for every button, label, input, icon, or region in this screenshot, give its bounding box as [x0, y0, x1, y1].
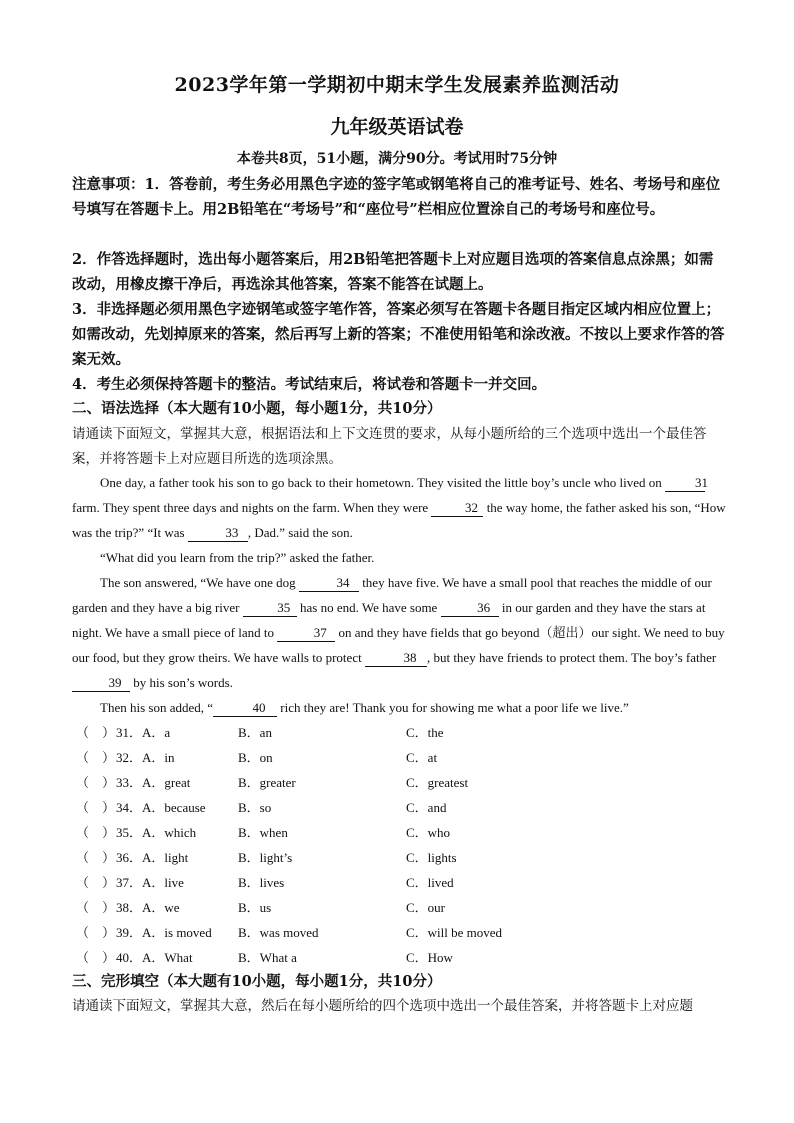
passage-paragraph-1 — [72, 470, 726, 545]
question-number: 32． — [116, 750, 143, 765]
option-a — [116, 897, 180, 916]
passage-text: The son answered, “We have one dog — [100, 575, 299, 590]
passage-text: rich they are! Thank you for showing me what a poor life we live.” — [277, 700, 629, 715]
option-a-text: A．live — [142, 875, 184, 890]
passage-text: , but they have friends to protect them. The boy’s father — [426, 650, 717, 665]
exam-info: 本卷共8页，51小题，满分90分。考试用时75分钟 — [236, 151, 558, 167]
answer-bracket: （ ） — [76, 925, 116, 940]
question-number: 35． — [116, 825, 143, 840]
passage-text: the way home, the father asked his son, “How was the trip?” “It was — [72, 500, 726, 540]
option-a — [116, 847, 188, 866]
notice-item-4: 4．考生必须保持答题卡的整洁。考试结束后，将试卷和答题卡一并交回。 — [72, 376, 547, 393]
option-b: B．on — [238, 750, 273, 765]
question-33-options — [72, 768, 726, 793]
option-a-text: A．a — [142, 725, 171, 740]
options-list — [72, 718, 726, 968]
answer-bracket: （ ） — [76, 775, 116, 790]
option-b: B．lives — [238, 875, 285, 890]
option-c: C．How — [406, 950, 453, 965]
option-a — [116, 772, 190, 791]
question-35-options — [72, 818, 726, 843]
option-a — [116, 822, 196, 841]
option-c: C．our — [406, 900, 446, 915]
blank-38: 38 — [365, 650, 427, 667]
blank-40: 40 — [213, 700, 277, 717]
question-number: 40． — [116, 950, 143, 965]
passage-text: , Dad.” said the son. — [247, 525, 353, 540]
answer-bracket: （ ） — [76, 850, 116, 865]
option-b: B．What a — [238, 950, 297, 965]
passage-text: One day, a father took his son to go back to their hometown. They visited the little boy’s uncle who lived on — [100, 475, 666, 490]
passage-text: they have five. We have a small pool that reaches the middle of our garden and they have a big river — [72, 575, 712, 615]
passage-text: by his son’s words. — [130, 675, 233, 690]
option-b: B．light’s — [238, 850, 293, 865]
question-38-options — [72, 893, 726, 918]
option-b: B．greater — [238, 775, 296, 790]
notice-item-1: 注意事项：1．答卷前，考生务必用黑色字迹的签字笔或钢笔将自己的准考证号、姓名、考场号和座位号填写在答题卡上。用2B铅笔在“考场号”和“座位号”栏相应位置涂自己的考场号和座位号。 — [72, 176, 721, 218]
option-c: C．and — [406, 800, 447, 815]
blank-33: 33 — [188, 525, 248, 542]
option-a-text: A．we — [142, 900, 180, 915]
section-3-instruction: 请通读下面短文，掌握其大意，然后在每小题所给的四个选项中选出一个最佳答案，并将答题卡上对应题 — [72, 998, 693, 1014]
option-a-text: A．great — [142, 775, 191, 790]
question-number: 34． — [116, 800, 143, 815]
option-b: B．us — [238, 900, 272, 915]
question-40-options — [72, 943, 726, 968]
option-a — [116, 922, 212, 941]
blank-39: 39 — [72, 675, 130, 692]
answer-bracket: （ ） — [76, 825, 116, 840]
section-2-heading: 二、语法选择（本大题有10小题，每小题1分，共10分） — [72, 400, 442, 417]
notice-item-3: 3．非选择题必须用黑色字迹钢笔或签字笔作答，答案必须写在答题卡各题目指定区域内相应位置上；如需改动，先划掉原来的答案，然后再写上新的答案；不准使用铅笔和涂改液。不按以上要求作答的答案无效。 — [72, 301, 725, 368]
option-a-text: A．which — [142, 825, 197, 840]
grammar-passage — [72, 470, 726, 720]
blank-31: 31 — [665, 475, 705, 492]
exam-title: 2023学年第一学期初中期末学生发展素养监测活动 — [174, 74, 620, 96]
answer-bracket: （ ） — [76, 725, 116, 740]
option-c: C．the — [406, 725, 444, 740]
blank-34: 34 — [299, 575, 359, 592]
question-number: 31． — [116, 725, 143, 740]
option-c: C．lights — [406, 850, 457, 865]
option-a — [116, 947, 193, 966]
question-37-options — [72, 868, 726, 893]
exam-subtitle: 九年级英语试卷 — [330, 116, 464, 138]
passage-text: farm. They spent three days and nights on the farm. When they were — [72, 500, 432, 515]
option-c: C．greatest — [406, 775, 469, 790]
blank-37: 37 — [277, 625, 335, 642]
answer-bracket: （ ） — [76, 900, 116, 915]
option-b: B．so — [238, 800, 272, 815]
question-number: 33． — [116, 775, 143, 790]
question-number: 36． — [116, 850, 143, 865]
option-a — [116, 872, 184, 891]
passage-text: has no end. We have some — [296, 600, 441, 615]
option-b: B．when — [238, 825, 288, 840]
question-34-options — [72, 793, 726, 818]
section-3-heading: 三、完形填空（本大题有10小题，每小题1分，共10分） — [72, 973, 442, 990]
option-a-text: A．in — [142, 750, 175, 765]
option-c: C．at — [406, 750, 438, 765]
question-number: 39． — [116, 925, 143, 940]
blank-32: 32 — [431, 500, 483, 517]
question-number: 37． — [116, 875, 143, 890]
option-b: B．was moved — [238, 925, 319, 940]
passage-paragraph-2: “What did you learn from the trip?” asked the father. — [100, 550, 375, 565]
question-36-options — [72, 843, 726, 868]
question-32-options — [72, 743, 726, 768]
answer-bracket: （ ） — [76, 875, 116, 890]
blank-36: 36 — [441, 600, 499, 617]
option-a-text: A．because — [142, 800, 206, 815]
option-c: C．who — [406, 825, 451, 840]
option-a — [116, 747, 175, 766]
answer-bracket: （ ） — [76, 950, 116, 965]
answer-bracket: （ ） — [76, 800, 116, 815]
blank-35: 35 — [243, 600, 297, 617]
passage-text: Then his son added, “ — [100, 700, 214, 715]
question-number: 38． — [116, 900, 143, 915]
option-b: B．an — [238, 725, 272, 740]
notice-item-2: 2．作答选择题时，选出每小题答案后，用2B铅笔把答题卡上对应题目选项的答案信息点涂黑；如需改动，用橡皮擦干净后，再选涂其他答案，答案不能答在试题上。 — [72, 251, 714, 293]
option-a-text: A．What — [142, 950, 193, 965]
option-a — [116, 722, 170, 741]
section-2-instruction: 请通读下面短文，掌握其大意，根据语法和上下文连贯的要求，从每小题所给的三个选项中选出一个最佳答案，并将答题卡上对应题目所选的选项涂黑。 — [72, 426, 707, 467]
passage-paragraph-3 — [72, 570, 726, 695]
question-31-options — [72, 718, 726, 743]
passage-text: on and they have fields that go beyond（超出）our sight. We need to buy our food, but they grow theirs. We have walls to protect — [72, 625, 725, 665]
option-a — [116, 797, 206, 816]
answer-bracket: （ ） — [76, 750, 116, 765]
question-39-options — [72, 918, 726, 943]
option-a-text: A．is moved — [142, 925, 212, 940]
option-c: C．lived — [406, 875, 454, 890]
passage-paragraph-4 — [72, 695, 726, 720]
option-a-text: A．light — [142, 850, 189, 865]
option-c: C．will be moved — [406, 925, 503, 940]
passage-text: in our garden and they have the stars at night. We have a small piece of land to — [72, 600, 706, 640]
